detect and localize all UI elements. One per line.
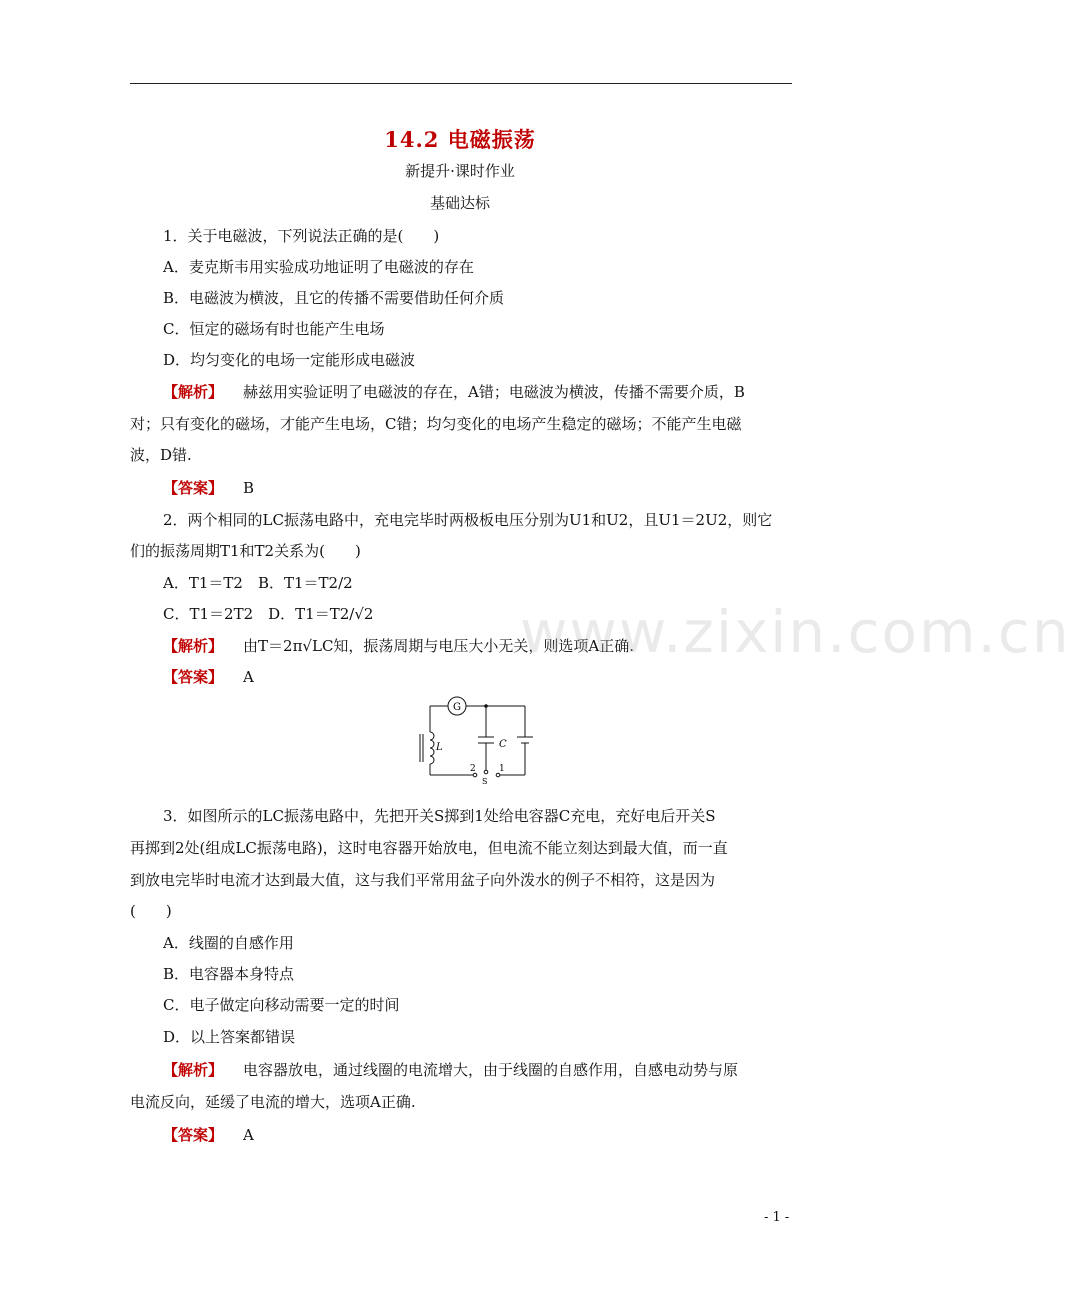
q3-stem-line-4: ( ) [130,902,172,920]
analysis-tag: 【解析】 [163,383,224,401]
q3-option-c: C．电子做定向移动需要一定的时间 [163,996,400,1014]
q2-stem-line-2: 们的振荡周期T1和T2关系为( ) [130,542,361,560]
q2-option-a: A．T1＝T2 [163,574,243,592]
lc-circuit-diagram [410,692,540,784]
q2-option-c: C．T1＝2T2 [163,605,254,623]
q3-analysis [163,1060,738,1080]
analysis-tag: 【解析】 [163,1061,224,1079]
q3-answer [163,1125,254,1145]
q3-answer-value: A [243,1126,254,1144]
switch-label: S [482,777,488,786]
q2-option-b: B．T1＝T2/2 [257,574,353,592]
q2-answer-value: A [243,668,254,686]
q1-stem: 1．关于电磁波，下列说法正确的是( ) [163,227,440,245]
q1-answer-value: B [243,479,255,497]
galvanometer-label: G [453,702,461,713]
q2-options-row-1 [163,573,353,593]
q2-stem-line-1: 2．两个相同的LC振荡电路中，充电完毕时两极板电压分别为U1和U2，且U1＝2U2，则它 [163,511,773,529]
q1-option-d: D．均匀变化的电场一定能形成电磁波 [163,351,416,369]
section-heading: 基础达标 [429,194,490,212]
switch-position-1: 1 [499,764,505,774]
q3-analysis-line-1: 电容器放电，通过线圈的电流增大，由于线圈的自感作用，自感电动势与原 [243,1061,739,1079]
q2-answer [163,667,254,687]
subtitle: 新提升·课时作业 [405,162,515,180]
switch-position-2: 2 [470,764,476,774]
header-rule [130,83,792,84]
inductor-coil [430,732,434,764]
q1-option-c: C．恒定的磁场有时也能产生电场 [163,320,385,338]
q1-analysis [163,382,745,402]
q3-stem-line-2: 再掷到2处(组成LC振荡电路)，这时电容器开始放电，但电流不能立刻达到最大值，而一直 [130,839,728,857]
q1-answer [163,478,254,498]
q1-option-a: A．麦克斯韦用实验成功地证明了电磁波的存在 [163,258,474,276]
q2-options-row-2 [163,604,373,624]
answer-tag: 【答案】 [163,1126,224,1144]
q3-option-a: A．线圈的自感作用 [163,934,294,952]
analysis-tag: 【解析】 [163,637,224,655]
q3-analysis-line-2: 电流反向，延缓了电流的增大，选项A正确. [130,1093,416,1111]
q2-option-d: D．T1＝T2/√2 [268,605,374,623]
inductor-label: L [436,742,443,753]
q3-stem-line-3: 到放电完毕时电流才达到最大值，这与我们平常用盆子向外泼水的例子不相符，这是因为 [130,871,716,889]
q1-analysis-line-2: 对；只有变化的磁场，才能产生电场，C错；均匀变化的电场产生稳定的磁场；不能产生电磁 [130,415,742,433]
q3-option-d: D．以上答案都错误 [163,1028,296,1046]
q1-analysis-line-1: 赫兹用实验证明了电磁波的存在，A错；电磁波为横波，传播不需要介质，B [243,383,745,401]
q1-analysis-line-3: 波，D错. [130,446,192,464]
page-title: 14.2 电磁振荡 [384,127,536,152]
answer-tag: 【答案】 [163,668,224,686]
q3-stem-line-1: 3．如图所示的LC振荡电路中，先把开关S掷到1处给电容器C充电，充好电后开关S [163,807,716,825]
q3-option-b: B．电容器本身特点 [163,965,295,983]
watermark: www.zixin.com.cn [520,598,1071,666]
capacitor-label: C [499,739,507,750]
q2-analysis-text: 由T＝2π√LC知，振荡周期与电压大小无关，则选项A正确. [243,637,635,655]
answer-tag: 【答案】 [163,479,224,497]
q1-option-b: B．电磁波为横波，且它的传播不需要借助任何介质 [163,289,505,307]
page-number: - 1 - [764,1210,790,1225]
